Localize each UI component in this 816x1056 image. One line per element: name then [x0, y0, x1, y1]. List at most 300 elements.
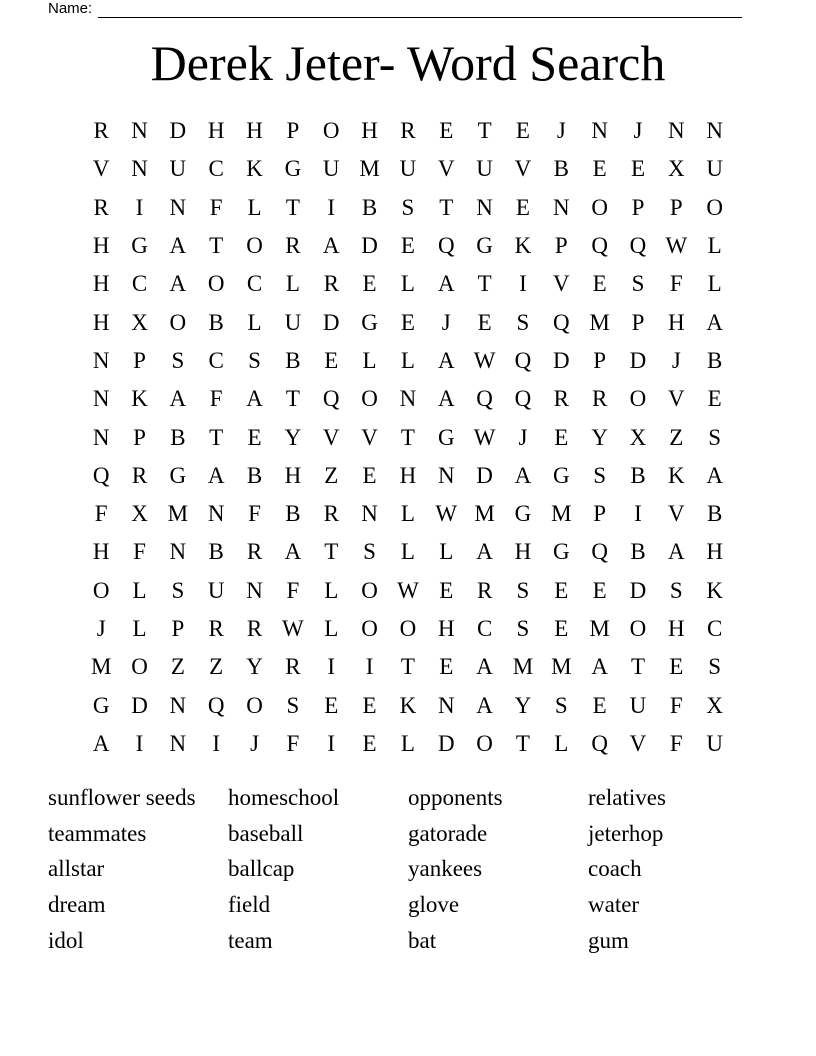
grid-letter: Q	[322, 386, 340, 412]
grid-letter: D	[361, 233, 378, 259]
grid-letter: N	[361, 501, 378, 527]
grid-letter: M	[589, 616, 610, 641]
grid-letter: E	[592, 692, 607, 718]
grid-letter: E	[669, 654, 684, 680]
word-list-item: jeterhop	[588, 820, 664, 846]
grid-letter: H	[668, 309, 685, 335]
grid-letter: V	[552, 271, 570, 297]
grid-letter: E	[707, 386, 722, 412]
grid-letter: R	[400, 118, 416, 144]
grid-letter: A	[476, 654, 493, 680]
grid-letter: K	[706, 577, 723, 603]
grid-letter: Q	[591, 539, 608, 565]
grid-letter: O	[706, 194, 723, 220]
grid-letter: S	[631, 271, 645, 297]
grid-letter: L	[362, 347, 377, 373]
grid-letter: Q	[591, 233, 608, 259]
grid-letter: O	[246, 692, 263, 718]
grid-letter: E	[592, 577, 607, 603]
grid-letter: T	[209, 424, 224, 450]
grid-letter: Z	[209, 654, 224, 680]
grid-letter: M	[474, 501, 495, 527]
grid-letter: R	[323, 501, 339, 527]
grid-letter: S	[363, 539, 376, 565]
grid-letter: Q	[552, 309, 570, 335]
grid-letter: E	[592, 156, 607, 182]
grid-letter: U	[629, 692, 647, 718]
grid-letter: L	[400, 347, 415, 373]
word-list-item: idol	[48, 927, 84, 953]
grid-letter: E	[515, 118, 530, 144]
grid-letter: H	[361, 118, 378, 144]
grid-letter: E	[324, 692, 339, 718]
grid-letter: V	[668, 501, 685, 527]
grid-letter: A	[437, 386, 455, 412]
word-list-item: teammates	[48, 820, 147, 846]
grid-letter: G	[284, 156, 302, 182]
word-list-item: gatorade	[408, 820, 488, 846]
name-label: Name:	[48, 0, 93, 17]
grid-letter: V	[668, 386, 685, 412]
grid-letter: U	[207, 577, 225, 603]
grid-letter: H	[284, 462, 302, 488]
grid-letter: E	[515, 194, 530, 220]
grid-letter: U	[284, 309, 302, 335]
grid-letter: H	[92, 309, 110, 335]
word-list-item: coach	[588, 856, 642, 882]
grid-letter: I	[327, 730, 336, 756]
word-list-item: team	[228, 927, 273, 953]
grid-letter: G	[169, 462, 187, 488]
word-list-item: yankees	[408, 856, 483, 882]
grid-letter: Z	[324, 462, 339, 488]
grid-letter: W	[473, 347, 496, 373]
grid-letter: H	[668, 616, 685, 641]
grid-letter: K	[514, 233, 532, 259]
grid-letter: T	[285, 386, 300, 412]
grid-letter: B	[208, 539, 224, 565]
grid-letter: P	[171, 616, 185, 641]
grid-letter: L	[400, 730, 415, 756]
grid-letter: V	[629, 730, 647, 756]
grid-letter: A	[437, 271, 455, 297]
grid-letter: N	[399, 386, 417, 412]
grid-letter: H	[437, 616, 455, 641]
grid-letter: L	[554, 730, 569, 756]
grid-letter: L	[400, 501, 415, 527]
grid-letter: J	[671, 347, 681, 373]
grid-letter: E	[439, 118, 454, 144]
grid-letter: Y	[514, 692, 532, 718]
grid-letter: L	[324, 577, 339, 603]
grid-letter: A	[169, 386, 187, 412]
grid-letter: Y	[284, 424, 302, 450]
grid-letter: J	[96, 616, 106, 641]
grid-letter: P	[669, 194, 683, 220]
grid-letter: S	[669, 577, 683, 603]
grid-letter: B	[208, 309, 224, 335]
grid-letter: L	[400, 271, 415, 297]
grid-letter: O	[322, 118, 340, 144]
grid-letter: X	[131, 501, 148, 527]
grid-letter: B	[285, 347, 301, 373]
grid-letter: L	[439, 539, 454, 565]
grid-letter: Q	[207, 692, 225, 718]
grid-letter: R	[323, 271, 339, 297]
grid-letter: P	[133, 424, 146, 450]
grid-letter: A	[706, 462, 723, 488]
grid-letter: N	[131, 156, 148, 182]
grid-letter: S	[401, 194, 415, 220]
grid-letter: N	[437, 462, 455, 488]
grid-letter: O	[131, 654, 148, 680]
grid-letter: L	[324, 616, 339, 641]
grid-letter: G	[92, 692, 110, 718]
grid-letter: N	[131, 118, 148, 144]
grid-letter: V	[437, 156, 455, 182]
grid-letter: J	[250, 730, 260, 756]
word-list-item: ballcap	[228, 856, 295, 882]
grid-letter: G	[552, 539, 570, 565]
grid-letter: S	[286, 692, 300, 718]
grid-letter: R	[553, 386, 569, 412]
grid-letter: A	[207, 462, 225, 488]
grid-letter: R	[246, 616, 263, 641]
grid-letter: Z	[170, 654, 185, 680]
grid-letter: T	[630, 654, 646, 680]
grid-letter: T	[400, 654, 415, 680]
grid-letter: O	[207, 271, 225, 297]
grid-letter: S	[708, 424, 722, 450]
grid-letter: L	[247, 194, 262, 220]
grid-letter: S	[593, 462, 607, 488]
word-list-item: homeschool	[228, 785, 340, 810]
grid-letter: V	[361, 424, 378, 450]
grid-letter: A	[668, 539, 685, 565]
grid-letter: D	[437, 730, 455, 756]
grid-letter: B	[246, 462, 263, 488]
grid-letter: M	[90, 654, 112, 680]
grid-letter: N	[169, 194, 187, 220]
grid-letter: E	[362, 730, 377, 756]
grid-letter: E	[630, 156, 646, 182]
grid-letter: K	[668, 462, 685, 488]
grid-letter: X	[629, 424, 647, 450]
grid-letter: A	[284, 539, 302, 565]
grid-letter: M	[512, 654, 534, 680]
word-list-item: water	[588, 892, 640, 918]
grid-letter: E	[592, 271, 607, 297]
name-field	[48, 0, 742, 18]
grid-letter: B	[630, 539, 646, 565]
word-list-item: baseball	[228, 820, 304, 846]
grid-letter: F	[94, 501, 108, 527]
grid-letter: Y	[246, 654, 263, 680]
grid-letter: J	[441, 309, 451, 335]
grid-letter: N	[668, 118, 685, 144]
word-list-item: bat	[408, 927, 437, 953]
grid-letter: T	[324, 539, 339, 565]
grid-letter: E	[324, 347, 339, 373]
grid-letter: O	[629, 386, 647, 412]
grid-letter: T	[515, 730, 530, 756]
grid-letter: L	[247, 309, 262, 335]
grid-letter: I	[634, 501, 642, 527]
grid-letter: N	[476, 194, 493, 220]
grid-letter: E	[362, 271, 377, 297]
grid-letter: E	[439, 577, 454, 603]
grid-letter: A	[591, 654, 608, 680]
grid-letter: F	[286, 577, 300, 603]
grid-letter: B	[285, 501, 301, 527]
grid-letter: W	[435, 501, 458, 527]
grid-letter: H	[246, 118, 263, 144]
grid-letter: X	[131, 309, 148, 335]
grid-letter: B	[707, 347, 723, 373]
grid-letter: S	[516, 309, 530, 335]
grid-letter: O	[246, 233, 263, 259]
grid-letter: G	[361, 309, 378, 335]
grid-letter: Q	[514, 386, 532, 412]
grid-letter: G	[437, 424, 455, 450]
grid-letter: I	[212, 730, 221, 756]
grid-letter: N	[437, 692, 455, 718]
grid-letter: C	[707, 616, 723, 641]
grid-letter: C	[246, 271, 263, 297]
grid-letter: I	[327, 654, 336, 680]
grid-letter: U	[706, 730, 723, 756]
grid-letter: R	[93, 194, 109, 220]
grid-letter: O	[476, 730, 493, 756]
grid-letter: N	[92, 424, 110, 450]
grid-letter: Q	[437, 233, 455, 259]
grid-letter: M	[589, 309, 610, 335]
grid-letter: H	[92, 539, 110, 565]
grid-letter: Q	[92, 462, 110, 488]
grid-letter: E	[554, 577, 569, 603]
grid-letter: T	[285, 194, 300, 220]
grid-letter: R	[285, 233, 301, 259]
grid-letter: R	[93, 118, 109, 144]
grid-letter: R	[131, 462, 148, 488]
grid-letter: K	[399, 692, 417, 718]
grid-letter: S	[708, 654, 722, 680]
grid-letter: Q	[629, 233, 647, 259]
grid-letter: A	[169, 271, 187, 297]
grid-letter: J	[518, 424, 528, 450]
grid-letter: C	[131, 271, 148, 297]
grid-letter: L	[132, 616, 147, 641]
grid-letter: B	[361, 194, 378, 220]
grid-letter: U	[399, 156, 417, 182]
grid-letter: X	[668, 156, 685, 182]
grid-letter: A	[514, 462, 532, 488]
grid-letter: A	[706, 309, 723, 335]
grid-letter: A	[476, 692, 493, 718]
grid-letter: A	[246, 386, 263, 412]
letter-grid	[82, 112, 734, 763]
grid-letter: N	[591, 118, 608, 144]
grid-letter: U	[322, 156, 340, 182]
word-list-item: gum	[588, 927, 629, 953]
grid-letter: K	[246, 156, 263, 182]
grid-letter: A	[437, 347, 455, 373]
grid-letter: W	[473, 424, 496, 450]
word-list-item: sunflower seeds	[48, 785, 196, 810]
grid-letter: R	[591, 386, 608, 412]
grid-letter: I	[365, 654, 374, 680]
word-list	[48, 780, 768, 958]
grid-letter: M	[359, 156, 380, 182]
grid-letter: I	[327, 194, 336, 220]
grid-letter: E	[400, 233, 415, 259]
grid-letter: E	[362, 462, 377, 488]
grid-letter: J	[633, 118, 643, 144]
grid-letter: B	[707, 501, 723, 527]
grid-letter: G	[514, 501, 532, 527]
grid-letter: F	[669, 730, 683, 756]
grid-letter: N	[92, 386, 110, 412]
grid-letter: L	[707, 233, 722, 259]
grid-letter: S	[516, 616, 530, 641]
grid-letter: F	[669, 692, 683, 718]
grid-letter: P	[286, 118, 300, 144]
word-list-item: field	[228, 892, 271, 918]
grid-letter: S	[171, 577, 185, 603]
grid-letter: N	[169, 692, 187, 718]
grid-letter: S	[171, 347, 185, 373]
grid-letter: C	[208, 156, 224, 182]
grid-letter: G	[476, 233, 493, 259]
grid-letter: U	[476, 156, 493, 182]
grid-letter: W	[665, 233, 688, 259]
grid-letter: Q	[591, 730, 608, 756]
grid-letter: P	[631, 194, 645, 220]
grid-letter: G	[552, 462, 570, 488]
grid-letter: U	[706, 156, 723, 182]
grid-letter: V	[514, 156, 532, 182]
grid-letter: K	[131, 386, 148, 412]
grid-letter: F	[286, 730, 300, 756]
grid-letter: N	[169, 539, 187, 565]
word-list-item: glove	[408, 892, 460, 918]
grid-letter: I	[135, 730, 144, 756]
grid-letter: Q	[514, 347, 532, 373]
grid-letter: A	[92, 730, 110, 756]
grid-letter: H	[92, 271, 110, 297]
grid-letter: N	[246, 577, 263, 603]
grid-letter: B	[170, 424, 186, 450]
grid-letter: T	[209, 233, 224, 259]
grid-letter: V	[92, 156, 110, 182]
grid-letter: L	[132, 577, 147, 603]
grid-letter: U	[169, 156, 187, 182]
grid-letter: O	[399, 616, 417, 641]
grid-letter: G	[131, 233, 148, 259]
grid-letter: R	[208, 616, 224, 641]
word-list-item: dream	[48, 892, 106, 918]
grid-letter: E	[362, 692, 377, 718]
grid-letter: Z	[669, 424, 684, 450]
grid-letter: P	[554, 233, 568, 259]
grid-letter: N	[169, 730, 187, 756]
grid-letter: E	[400, 309, 415, 335]
grid-letter: H	[92, 233, 110, 259]
grid-letter: D	[552, 347, 570, 373]
grid-letter: D	[476, 462, 493, 488]
name-line	[98, 2, 742, 18]
grid-letter: H	[706, 539, 723, 565]
grid-letter: C	[476, 616, 493, 641]
grid-letter: L	[285, 271, 300, 297]
grid-letter: N	[92, 347, 110, 373]
grid-letter: B	[630, 462, 646, 488]
grid-letter: P	[593, 501, 607, 527]
grid-letter: M	[167, 501, 189, 527]
grid-letter: N	[552, 194, 570, 220]
grid-letter: S	[516, 577, 530, 603]
grid-letter: F	[209, 194, 223, 220]
grid-letter: L	[400, 539, 415, 565]
grid-letter: A	[476, 539, 493, 565]
grid-letter: F	[248, 501, 261, 527]
grid-letter: R	[476, 577, 493, 603]
grid-letter: V	[322, 424, 340, 450]
grid-letter: O	[361, 386, 378, 412]
grid-letter: B	[553, 156, 569, 182]
grid-letter: A	[169, 233, 187, 259]
page-title: Derek Jeter- Word Search	[150, 35, 666, 91]
grid-letter: I	[519, 271, 527, 297]
word-list-item: allstar	[48, 856, 105, 882]
grid-letter: D	[629, 347, 647, 373]
grid-letter: O	[361, 577, 378, 603]
grid-letter: D	[131, 692, 148, 718]
grid-letter: T	[477, 271, 492, 297]
grid-letter: A	[322, 233, 340, 259]
grid-letter: W	[282, 616, 304, 641]
grid-letter: Y	[591, 424, 608, 450]
grid-letter: R	[285, 654, 301, 680]
grid-letter: L	[707, 271, 722, 297]
grid-letter: F	[209, 386, 223, 412]
grid-letter: D	[169, 118, 187, 144]
grid-letter: H	[207, 118, 225, 144]
grid-letter: O	[92, 577, 110, 603]
grid-letter: C	[208, 347, 224, 373]
grid-letter: M	[551, 501, 572, 527]
grid-letter: E	[439, 654, 454, 680]
grid-letter: E	[554, 424, 569, 450]
grid-letter: F	[133, 539, 146, 565]
grid-letter: O	[629, 616, 647, 641]
grid-letter: S	[248, 347, 261, 373]
grid-letter: M	[551, 654, 572, 680]
grid-letter: S	[554, 692, 568, 718]
grid-letter: X	[706, 692, 723, 718]
grid-letter: F	[669, 271, 683, 297]
grid-letter: O	[361, 616, 378, 641]
grid-letter: R	[246, 539, 263, 565]
grid-letter: E	[554, 616, 569, 641]
grid-letter: T	[477, 118, 492, 144]
grid-letter: E	[477, 309, 492, 335]
grid-letter: E	[247, 424, 262, 450]
grid-letter: P	[133, 347, 146, 373]
grid-letter: T	[439, 194, 454, 220]
grid-letter: T	[400, 424, 415, 450]
grid-letter: O	[591, 194, 608, 220]
